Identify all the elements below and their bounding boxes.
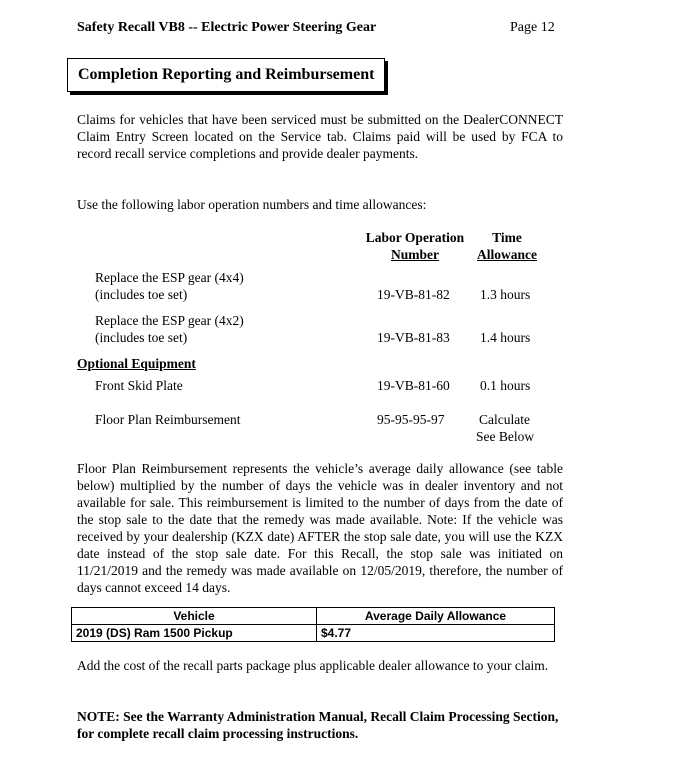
labor-row-1-desc-line2: (includes toe set): [95, 287, 188, 302]
note-paragraph: NOTE: See the Warranty Administration Manual, Recall Claim Processing Section, for complete recall claim processing instructions.: [77, 709, 559, 741]
optional-row-1-op: 19-VB-81-60: [377, 378, 450, 393]
section-title-box: [67, 58, 385, 92]
labor-row-2-op: 19-VB-81-83: [377, 330, 450, 345]
optional-equipment-heading: Optional Equipment: [77, 356, 196, 371]
optional-row-2-desc: Floor Plan Reimbursement: [95, 412, 241, 427]
labor-row-1-desc-line1: Replace the ESP gear (4x4): [95, 270, 244, 285]
labor-row-2-desc-line1: Replace the ESP gear (4x2): [95, 313, 244, 328]
labor-row-2-time: 1.4 hours: [480, 330, 531, 345]
table-row: [72, 625, 555, 642]
time-header-line1: Time: [492, 230, 522, 245]
section-title: Completion Reporting and Reimbursement: [78, 66, 375, 83]
labor-intro: Use the following labor operation numbers and time allowances:: [77, 197, 427, 212]
time-header-line2: Allowance: [477, 247, 537, 262]
labor-op-header-line2: Number: [391, 247, 439, 262]
optional-row-2-time-line2: See Below: [476, 429, 535, 444]
optional-row-2-op: 95-95-95-97: [377, 412, 445, 427]
labor-row-1-op: 19-VB-81-82: [377, 287, 450, 302]
labor-row-1-time: 1.3 hours: [480, 287, 531, 302]
document-header-title: Safety Recall VB8 -- Electric Power Steering Gear: [77, 20, 377, 35]
optional-row-1-desc: Front Skid Plate: [95, 378, 183, 393]
floor-plan-paragraph: Floor Plan Reimbursement represents the vehicle’s average daily allowance (see table below) multiplied by the number of days the vehicle was in dealer inventory and not available for sale. This reimbursement is limited to the number of days from the date of the stop sale to the date that the remedy was made available. Note: If the vehicle was received by your dealership (KZX date) AFTER the stop sale date, you will use the KZX date instead of the stop sale date. For this Recall, the stop sale was initiated on 11/21/2019 and the remedy was made available on 12/05/2019, therefore, the number of days cannot exceed 14 days.: [77, 461, 563, 595]
allowance-table-header: [72, 608, 555, 625]
allowance-table: [71, 607, 555, 642]
optional-row-1-time: 0.1 hours: [480, 378, 531, 393]
page-number: Page 12: [510, 20, 555, 35]
labor-row-2-desc-line2: (includes toe set): [95, 330, 188, 345]
optional-row-2-time-line1: Calculate: [479, 412, 530, 427]
allowance-header-vehicle: Vehicle: [72, 608, 317, 625]
allowance-vehicle-cell: 2019 (DS) Ram 1500 Pickup: [72, 625, 317, 642]
allowance-header-daily: Average Daily Allowance: [317, 608, 555, 625]
parts-paragraph: Add the cost of the recall parts package plus applicable dealer allowance to your claim.: [77, 658, 549, 673]
allowance-amount-cell: $4.77: [317, 625, 555, 642]
intro-paragraph: Claims for vehicles that have been serviced must be submitted on the DealerCONNECT Claim Entry Screen located on the Service tab. Claims paid will be used by FCA to record recall service completions and provide dealer payments.: [77, 112, 563, 161]
labor-op-header-line1: Labor Operation: [365, 230, 465, 245]
